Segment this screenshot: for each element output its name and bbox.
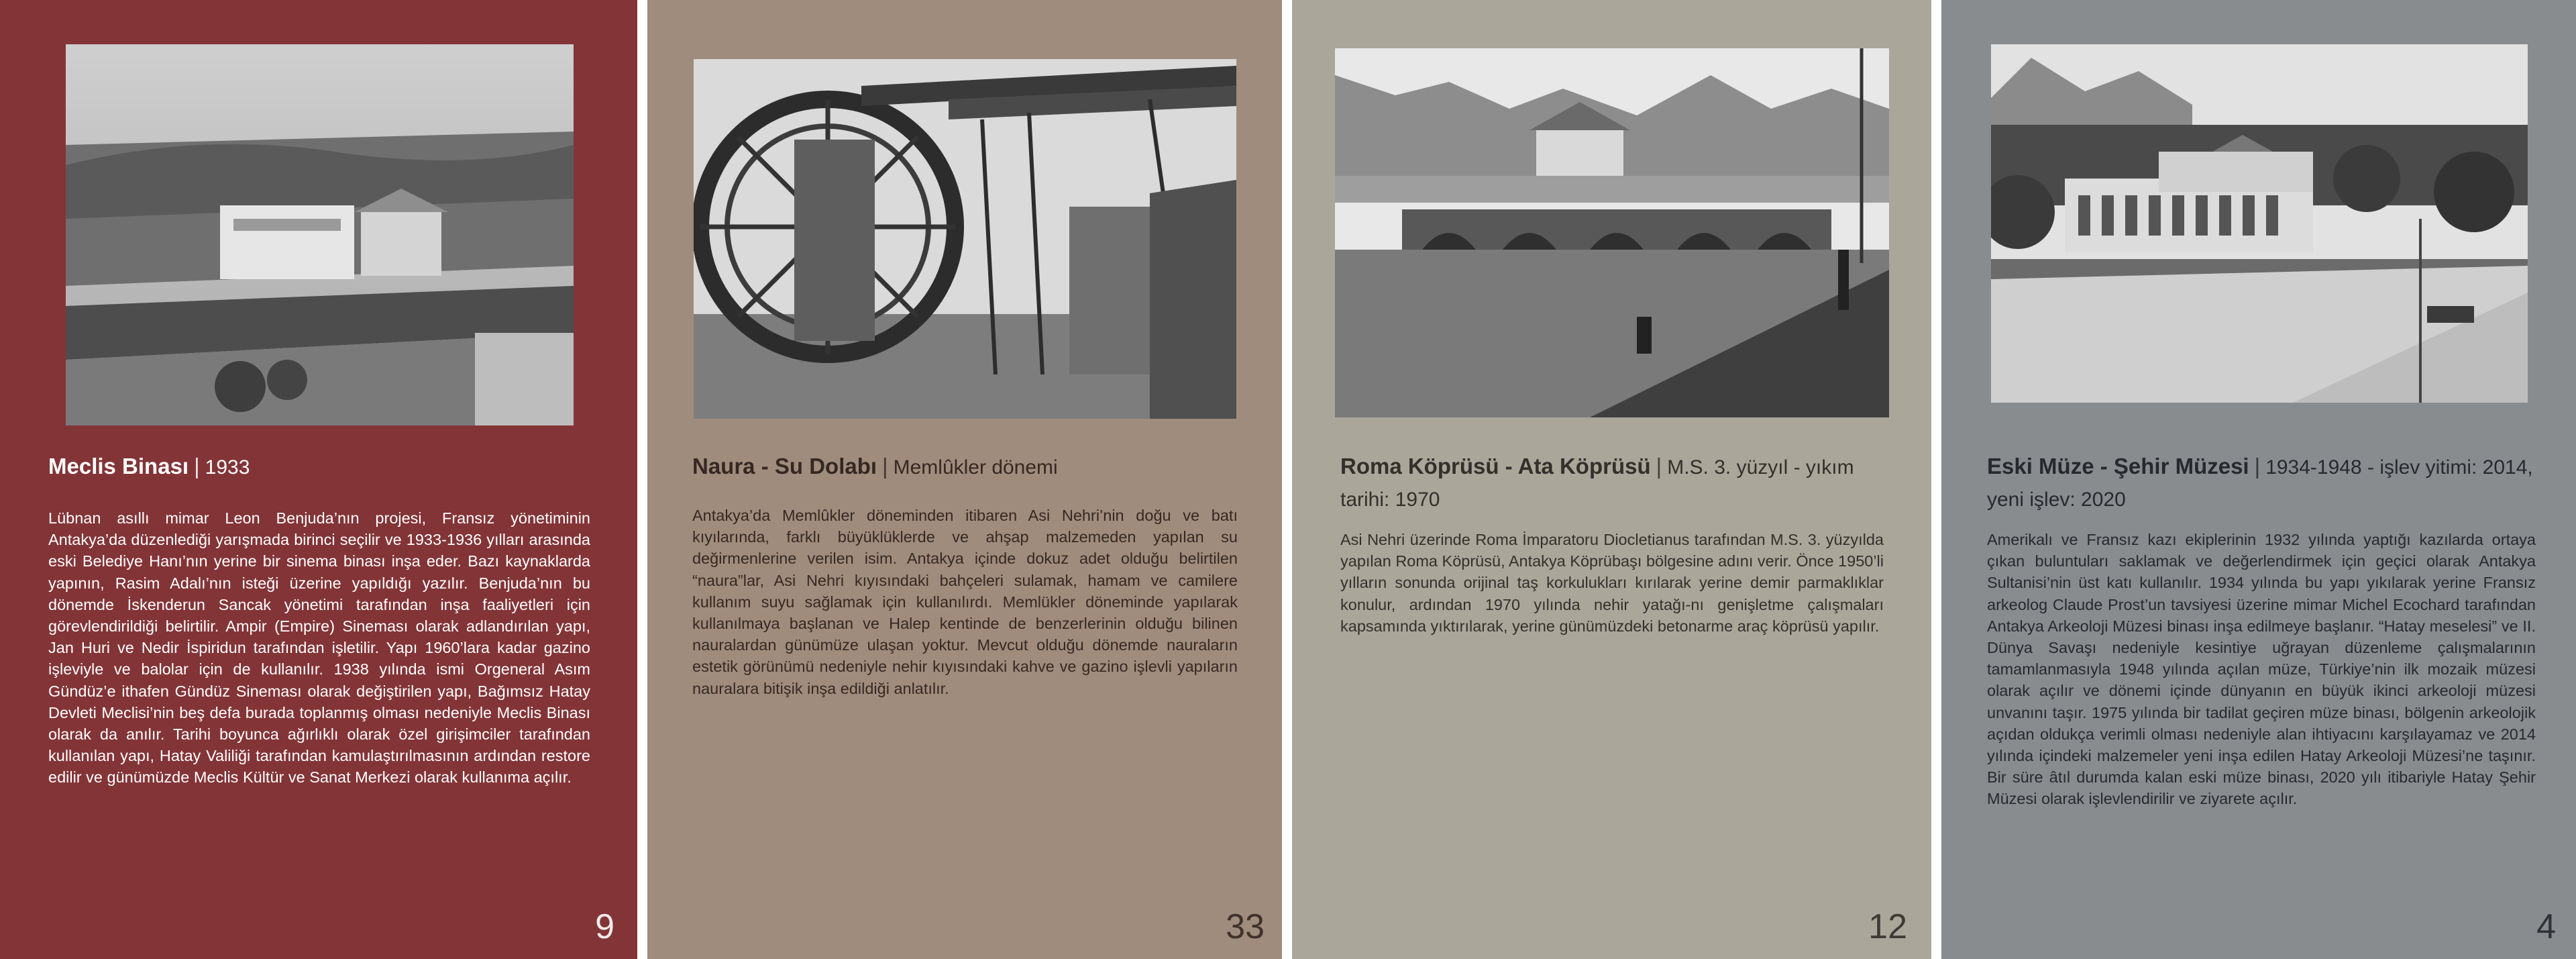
page-heading [48, 451, 598, 483]
museum-building-photo [1991, 44, 2528, 403]
page-number: 12 [1868, 907, 1907, 946]
page-number: 9 [595, 907, 614, 946]
page-body-text: Amerikalı ve Fransız kazı ekiplerinin 1932 yılında yaptığı kazılarda ortaya çıkan buluntuları saklamak ve değerlendirmek için geçici olarak Antakya Sultanisi’nin üst katı kullanılır. 1934 yılında bu yapı yıkılarak yerine Fransız arkeolog Claude Prost’un tavsiyesi üzerine mimar Michel Ecochard tarafından Antakya Arkeoloji Müzesi binası inşa edilmeye başlanır. “Hatay meselesi” ve II. Dünya Savaşı nedeniyle kesintiye uğrayan düzenleme çalışmalarının tamamlanmasıyla 1948 yılında açılan müze, Türkiye’nin ilk mozaik müzesi olarak açılır ve dönemi içinde dünyanın en büyük ikinci arkeoloji müzesi unvanını taşır. 1975 yılında bir tadilat geçiren müze binası, bölgenin arkeolojik açıdan oldukça verimli olması nedeniyle alan ihtiyacını karşılayamaz ve 2014 yılında içindeki malzemeler yeni inşa edilen Hatay Arkeoloji Müzesi’ne taşınır. Bir süre âtıl durumda kalan eski müze binası, 2020 yılı itibariyle Hatay Şehir Müzesi olarak işlevlendirilir ve ziyarete açılır. [1987, 531, 2536, 808]
page-roma-koprusu [1292, 0, 1931, 959]
photo-graphic [66, 44, 574, 425]
page-naura-su-dolabi [647, 0, 1282, 959]
photo-graphic [694, 59, 1236, 419]
water-wheel-photo [694, 59, 1236, 419]
page-meclis-binasi [0, 0, 637, 959]
photo-graphic [1335, 48, 1889, 417]
page-title: Meclis Binası [48, 454, 189, 478]
page-subtitle: Memlûkler dönemi [893, 456, 1058, 478]
page-title: Eski Müze - Şehir Müzesi [1987, 454, 2249, 478]
page-heading [1987, 451, 2551, 515]
page-body-text: Asi Nehri üzerinde Roma İmparatoru Diocletianus tarafından M.S. 3. yüzyılda yapılan Roma Köprüsü, Antakya Köprübaşı bölgesine adını verir. Önce 1950’li yılların sonunda orijinal taş korkulukları kırılarak yerine demir parmaklıklar konulur, ardından 1970 yılında nehir yatağı-nı genişletme çalışmaları kapsamında yıktırılarak, yerine günümüzdeki betonarme araç köprüsü yapılır. [1340, 531, 1884, 635]
photo-graphic [1991, 44, 2528, 403]
page-heading [692, 451, 1242, 483]
title-separator: | [882, 454, 888, 478]
stone-bridge-photo [1335, 48, 1889, 417]
page-eski-muze [1941, 0, 2576, 959]
title-separator: | [1656, 454, 1662, 478]
page-number: 4 [2536, 907, 2556, 946]
page-number: 33 [1226, 907, 1265, 946]
page-body-text: Lübnan asıllı mimar Leon Benjuda’nın projesi, Fransız yönetiminin Antakya’da düzenlediği yarışmada birinci seçilir ve 1933-1936 yılları arasında eski Belediye Hanı’nın yerine bir sinema binası inşa eder. Bazı kaynaklarda yapının, Rasim Adalı’nın isteği üzerine yapıldığı yazılır. Benjuda’nın bu dönemde İskenderun Sancak yönetimi tarafından inşa faaliyetleri için görevlendirildiği belirtilir. Ampir (Empire) Sineması olarak adlandırılan yapı, Jan Huri ve Nedir İspiridun tarafından işletilir. Yapı 1960’lara kadar gazino işleviyle ve balolar için de kullanılır. 1938 yılında ismi Orgeneral Asım Gündüz’e ithafen Gündüz Sineması olarak değiştirilen yapı, Bağımsız Hatay Devleti Meclisi’nin beş defa burada toplanmış olması nedeniyle Meclis Binası olarak da anılır. Tarihi boyunca ağırlıklı olarak özel girişimciler tarafından kullanılan yapı, Hatay Valiliği tarafından kamulaştırılmasının ardından restore edilir ve günümüzde Meclis Kültür ve Sanat Merkezi olarak kullanıma açılır. [48, 509, 590, 787]
title-separator: | [2254, 454, 2261, 478]
historic-building-photo [66, 44, 574, 425]
page-heading [1340, 451, 1897, 515]
page-subtitle: M.S. 3. yüzyıl - yıkım tarihi: 1970 [1340, 456, 1854, 511]
page-title: Roma Köprüsü - Ata Köprüsü [1340, 454, 1651, 478]
page-title: Naura - Su Dolabı [692, 454, 877, 478]
page-subtitle: 1934-1948 - işlev yitimi: 2014, yeni işlev: 2020 [1987, 456, 2533, 511]
page-body-text: Antakya’da Memlûkler döneminden itibaren Asi Nehri’nin doğu ve batı kıyılarında, farklı büyüklüklerde ve ahşap malzemeden yapılan su değirmenlerine verilen isim. Antakya içinde dokuz adet olduğu belirtilen “naura”lar, Asi Nehri kıyısındaki bahçeleri sulamak, hamam ve camilere kullanım suyu sağlamak için kullanılırdı. Memlükler döneminde yapılarak kullanılmaya başlanan ve Halep kentinde de benzerlerinin olduğu bilinen nauralardan günümüze ulaşan yoktur. Mevcut olduğu dönemde nauraların estetik görünümü nedeniyle nehir kıyısındaki kahve ve gazino işlevli yapıların nauralara bitişik inşa edildiği anlatılır. [692, 507, 1238, 697]
title-separator: | [194, 454, 200, 478]
page-subtitle: 1933 [205, 456, 250, 478]
